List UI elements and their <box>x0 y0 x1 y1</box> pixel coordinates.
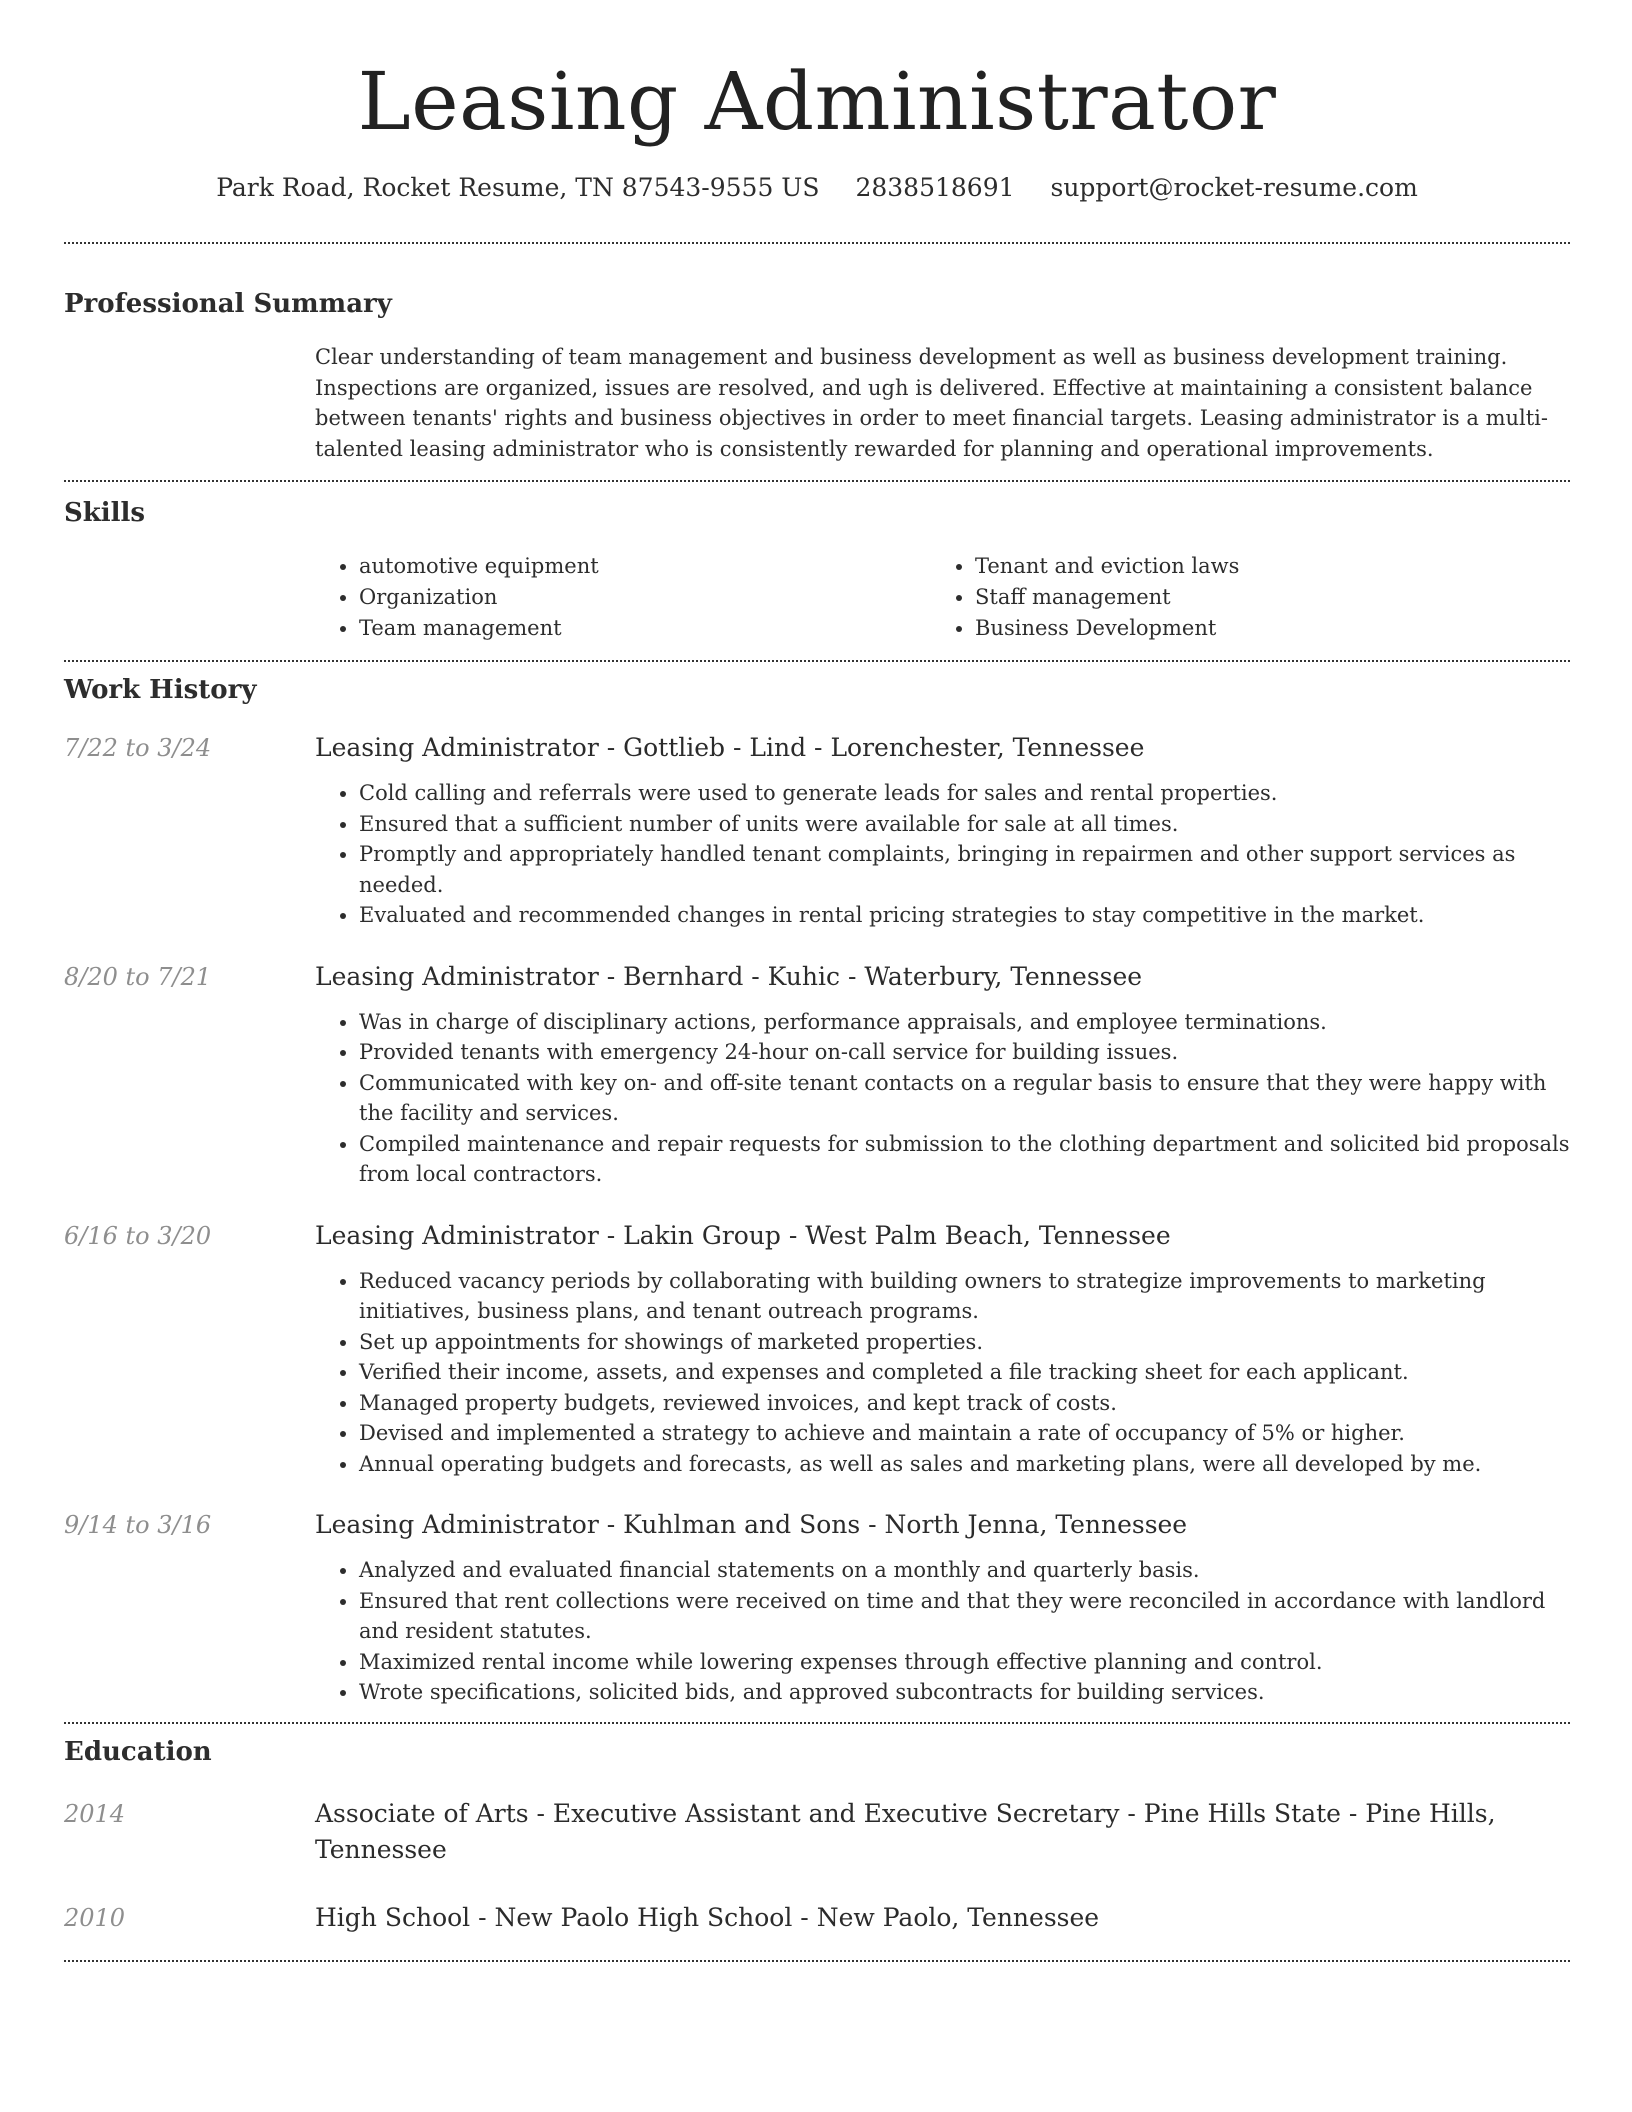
job-bullet: • Reduced vacancy periods by collaborating with building owners to strategize improvements to marketing initiatives, business plans, and tenant outreach programs. <box>359 1266 1570 1327</box>
job-bullet: • Analyzed and evaluated financial statements on a monthly and quarterly basis. <box>359 1555 1570 1586</box>
section-title-education: Education <box>64 1736 212 1767</box>
section-divider <box>64 660 1570 662</box>
section-title-skills: Skills <box>64 498 146 528</box>
section-title-summary: Professional Summary <box>64 289 392 319</box>
resume-page <box>64 0 1570 1962</box>
job-date: 6/16 to 3/20 <box>64 1221 212 1250</box>
job-bullets <box>315 1007 1570 1190</box>
education-entry <box>64 1796 1570 1868</box>
job-bullet: • Devised and implemented a strategy to achieve and maintain a rate of occupancy of 5% or higher. <box>359 1418 1570 1449</box>
section-divider <box>64 480 1570 482</box>
job-bullet: • Annual operating budgets and forecasts, as well as sales and marketing plans, were all developed by me. <box>359 1449 1570 1480</box>
job-bullet: • Evaluated and recommended changes in rental pricing strategies to stay competitive in the market. <box>359 900 1570 931</box>
resume-name: Leasing Administrator <box>357 55 1277 148</box>
education-section <box>64 1734 1570 1936</box>
contact-email: support@rocket-resume.com <box>1050 173 1418 202</box>
job-date: 8/20 to 7/21 <box>64 962 212 991</box>
education-entry <box>64 1900 1570 1936</box>
job-entry <box>64 959 1570 1190</box>
job-bullet: • Wrote specifications, solicited bids, and approved subcontracts for building services. <box>359 1677 1570 1708</box>
job-bullet: • Was in charge of disciplinary actions, performance appraisals, and employee terminations. <box>359 1007 1570 1038</box>
skill-item: • Tenant and eviction laws <box>975 551 1547 582</box>
education-date: 2010 <box>64 1903 126 1932</box>
job-entry <box>64 1507 1570 1722</box>
education-date: 2014 <box>64 1799 126 1828</box>
job-title: Leasing Administrator - Kuhlman and Sons - North Jenna, Tennessee <box>315 1510 1188 1539</box>
job-date: 7/22 to 3/24 <box>64 734 212 762</box>
skills-section <box>64 495 1570 644</box>
job-date: 9/14 to 3/16 <box>64 1511 212 1539</box>
job-bullet: • Compiled maintenance and repair requests for submission to the clothing department and solicited bid proposals from local contractors. <box>359 1129 1570 1190</box>
job-bullets <box>315 1555 1570 1708</box>
job-bullet: • Maximized rental income while lowering expenses through effective planning and control. <box>359 1647 1570 1678</box>
job-body <box>315 959 1570 1190</box>
professional-summary-section <box>64 286 1570 464</box>
skill-item: • Staff management <box>975 582 1547 613</box>
job-body <box>315 1218 1570 1480</box>
section-divider <box>64 242 1570 244</box>
job-bullet: • Ensured that rent collections were received on time and that they were reconciled in accordance with landlord and resident statutes. <box>359 1586 1570 1647</box>
skill-item: • automotive equipment <box>359 551 931 582</box>
job-bullet: • Verified their income, assets, and expenses and completed a file tracking sheet for each applicant. <box>359 1357 1570 1388</box>
work-history-section <box>64 672 1570 1722</box>
job-body <box>315 730 1570 931</box>
skills-list-right <box>931 551 1547 644</box>
contact-phone: 2838518691 <box>855 173 1015 202</box>
job-bullet: • Promptly and appropriately handled tenant complaints, bringing in repairmen and other support services as needed. <box>359 839 1570 900</box>
job-bullet: • Provided tenants with emergency 24-hour on-call service for building issues. <box>359 1037 1570 1068</box>
contact-address: Park Road, Rocket Resume, TN 87543-9555 US <box>216 173 820 202</box>
education-title: Associate of Arts - Executive Assistant and Executive Secretary - Pine Hills State - Pine Hills, Tennessee <box>315 1798 1496 1864</box>
job-body <box>315 1507 1570 1722</box>
section-title-work-history: Work History <box>64 675 257 705</box>
skill-item: • Business Development <box>975 613 1547 644</box>
job-title: Leasing Administrator - Gottlieb - Lind - Lorenchester, Tennessee <box>315 733 1145 762</box>
job-bullet: • Set up appointments for showings of marketed properties. <box>359 1327 1570 1358</box>
contact-line <box>64 170 1570 206</box>
skills-list-left <box>315 551 931 644</box>
skill-item: • Team management <box>359 613 931 644</box>
section-divider <box>64 1960 1570 1962</box>
job-title: Leasing Administrator - Lakin Group - West Palm Beach, Tennessee <box>315 1220 1171 1250</box>
summary-text: Clear understanding of team management and business development as well as business development training. Inspections are organized, issues are resolved, and ugh is delivered. Effective at maintaining a consistent balance between tenants' rights and business objectives in order to meet financial targets. Leasing administrator is a multi-talented leasing administrator who is consistently rewarded for planning and operational improvements. <box>315 345 1548 461</box>
education-title: High School - New Paolo High School - New Paolo, Tennessee <box>315 1902 1100 1932</box>
job-title: Leasing Administrator - Bernhard - Kuhic - Waterbury, Tennessee <box>315 961 1143 991</box>
job-bullets <box>315 778 1570 931</box>
job-bullet: • Ensured that a sufficient number of units were available for sale at all times. <box>359 809 1570 840</box>
job-entry <box>64 730 1570 931</box>
job-bullet: • Communicated with key on- and off-site tenant contacts on a regular basis to ensure that they were happy with the facility and services. <box>359 1068 1570 1129</box>
skills-grid <box>315 551 1570 644</box>
section-divider <box>64 1722 1570 1724</box>
skill-item: • Organization <box>359 582 931 613</box>
job-bullet: • Managed property budgets, reviewed invoices, and kept track of costs. <box>359 1388 1570 1419</box>
job-bullets <box>315 1266 1570 1480</box>
job-entry <box>64 1218 1570 1480</box>
job-bullet: • Cold calling and referrals were used to generate leads for sales and rental properties. <box>359 778 1570 809</box>
